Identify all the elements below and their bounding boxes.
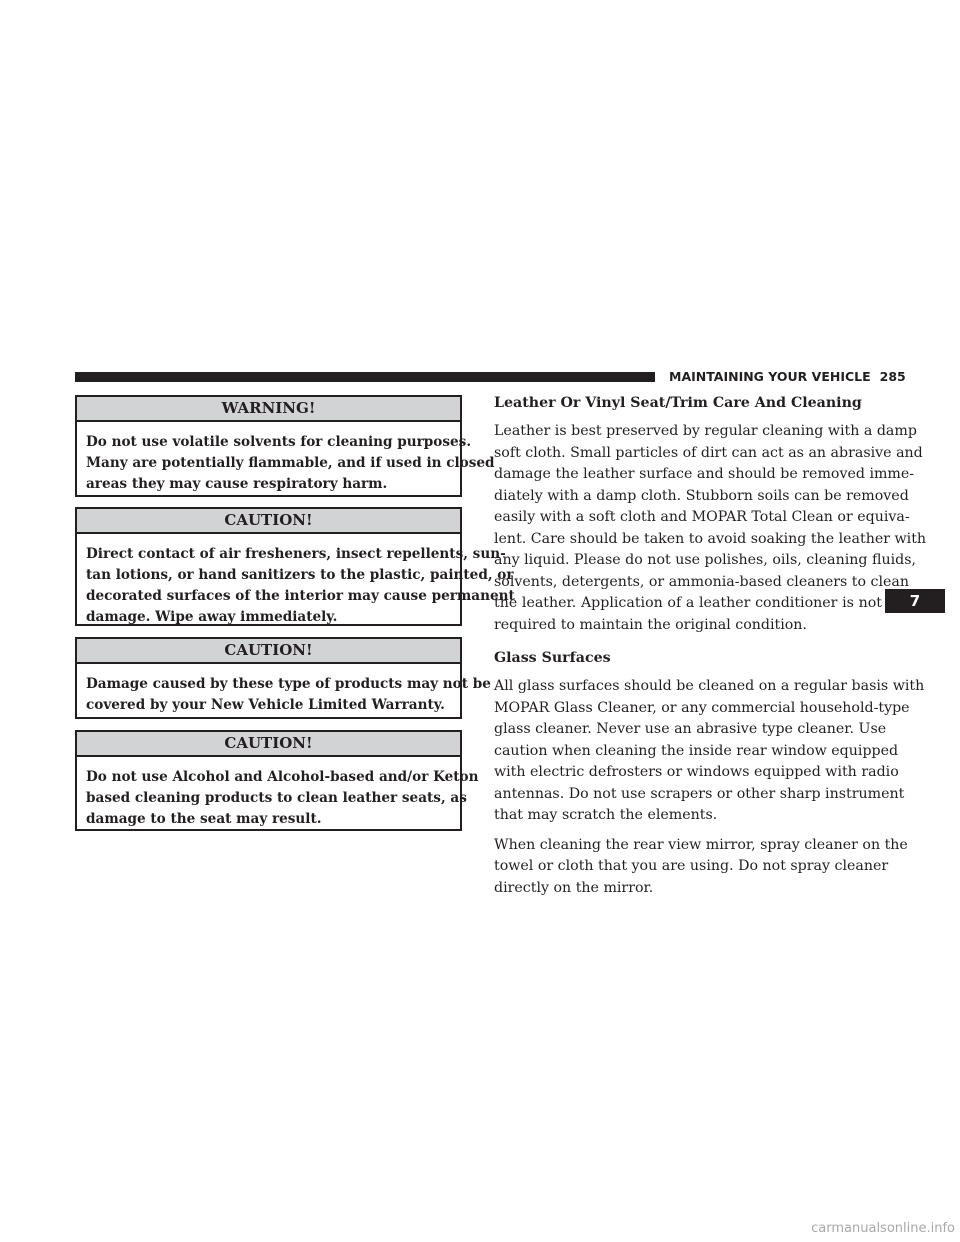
notice-heading: CAUTION! [77,732,460,757]
notice-line: decorated surfaces of the interior may cause permanent [86,588,515,604]
text-line: glass cleaner. Never use an abrasive type cleaner. Use [494,721,887,737]
notice-line: Do not use Alcohol and Alcohol-based and/or Keton [86,769,479,785]
running-header [669,369,906,385]
notice-line: covered by your New Vehicle Limited Warranty. [86,697,445,713]
warning-box [75,395,495,497]
text-line: any liquid. Please do not use polishes, oils, cleaning fluids, [494,552,917,568]
notice-line: areas they may cause respiratory harm. [86,476,388,492]
paragraph-leather [494,421,927,636]
paragraph-glass [494,676,925,827]
section-heading-glass: Glass Surfaces [494,650,611,666]
text-line: diately with a damp cloth. Stubborn soils can be removed [494,487,909,504]
header-rule [75,372,655,382]
text-line: caution when cleaning the inside rear window equipped [494,742,899,759]
notice-line: damage to the seat may result. [86,811,322,827]
text-line: the leather. Application of a leather conditioner is not [494,595,882,611]
notice-line: Many are potentially flammable, and if used in closed [86,455,495,471]
caution-box-warranty [75,637,491,719]
notice-line: tan lotions, or hand sanitizers to the plastic, painted, or [86,567,514,583]
right-column [494,393,927,899]
text-line: easily with a soft cloth and MOPAR Total Clean or equiva- [494,509,910,525]
notice-heading: WARNING! [77,397,460,422]
notice-line: Damage caused by these type of products may not be [86,676,491,692]
text-line: MOPAR Glass Cleaner, or any commercial household-type [494,699,910,716]
text-line: soft cloth. Small particles of dirt can act as an abrasive and [494,444,923,461]
section-heading-leather: Leather Or Vinyl Seat/Trim Care And Cleaning [494,395,862,411]
page-number: 285 [879,369,906,384]
text-line: Leather is best preserved by regular cleaning with a damp [494,423,917,439]
notice-heading: CAUTION! [77,509,460,534]
notice-line: Do not use volatile solvents for cleaning purposes. [86,434,472,450]
text-line: that may scratch the elements. [494,807,718,823]
text-line: All glass surfaces should be cleaned on a regular basis with [494,678,925,694]
text-line: with electric defrosters or windows equipped with radio [494,764,899,780]
header-title: MAINTAINING YOUR VEHICLE [669,369,871,384]
chapter-tab: 7 [885,589,945,613]
notice-body [77,422,495,495]
watermark: carmanualsonline.info [811,1221,955,1236]
notice-body [77,757,479,830]
notice-heading: CAUTION! [77,639,460,664]
paragraph-mirror [494,835,908,900]
caution-box-air-fresheners [75,507,515,626]
text-line: directly on the mirror. [494,879,654,896]
text-line: lent. Care should be taken to avoid soaking the leather with [494,530,927,547]
text-line: antennas. Do not use scrapers or other sharp instrument [494,785,905,802]
text-line: required to maintain the original condition. [494,616,807,633]
notice-line: Direct contact of air fresheners, insect repellents, sun- [86,546,506,562]
notice-body [77,534,515,628]
text-line: When cleaning the rear view mirror, spray cleaner on the [494,836,908,853]
notice-line: damage. Wipe away immediately. [86,609,338,625]
notice-body [77,664,491,716]
text-line: towel or cloth that you are using. Do not spray cleaner [494,858,889,874]
caution-box-alcohol [75,730,479,831]
notice-line: based cleaning products to clean leather seats, as [86,790,467,806]
text-line: damage the leather surface and should be removed imme- [494,466,915,482]
text-line: solvents, detergents, or ammonia-based cleaners to clean [494,573,910,590]
